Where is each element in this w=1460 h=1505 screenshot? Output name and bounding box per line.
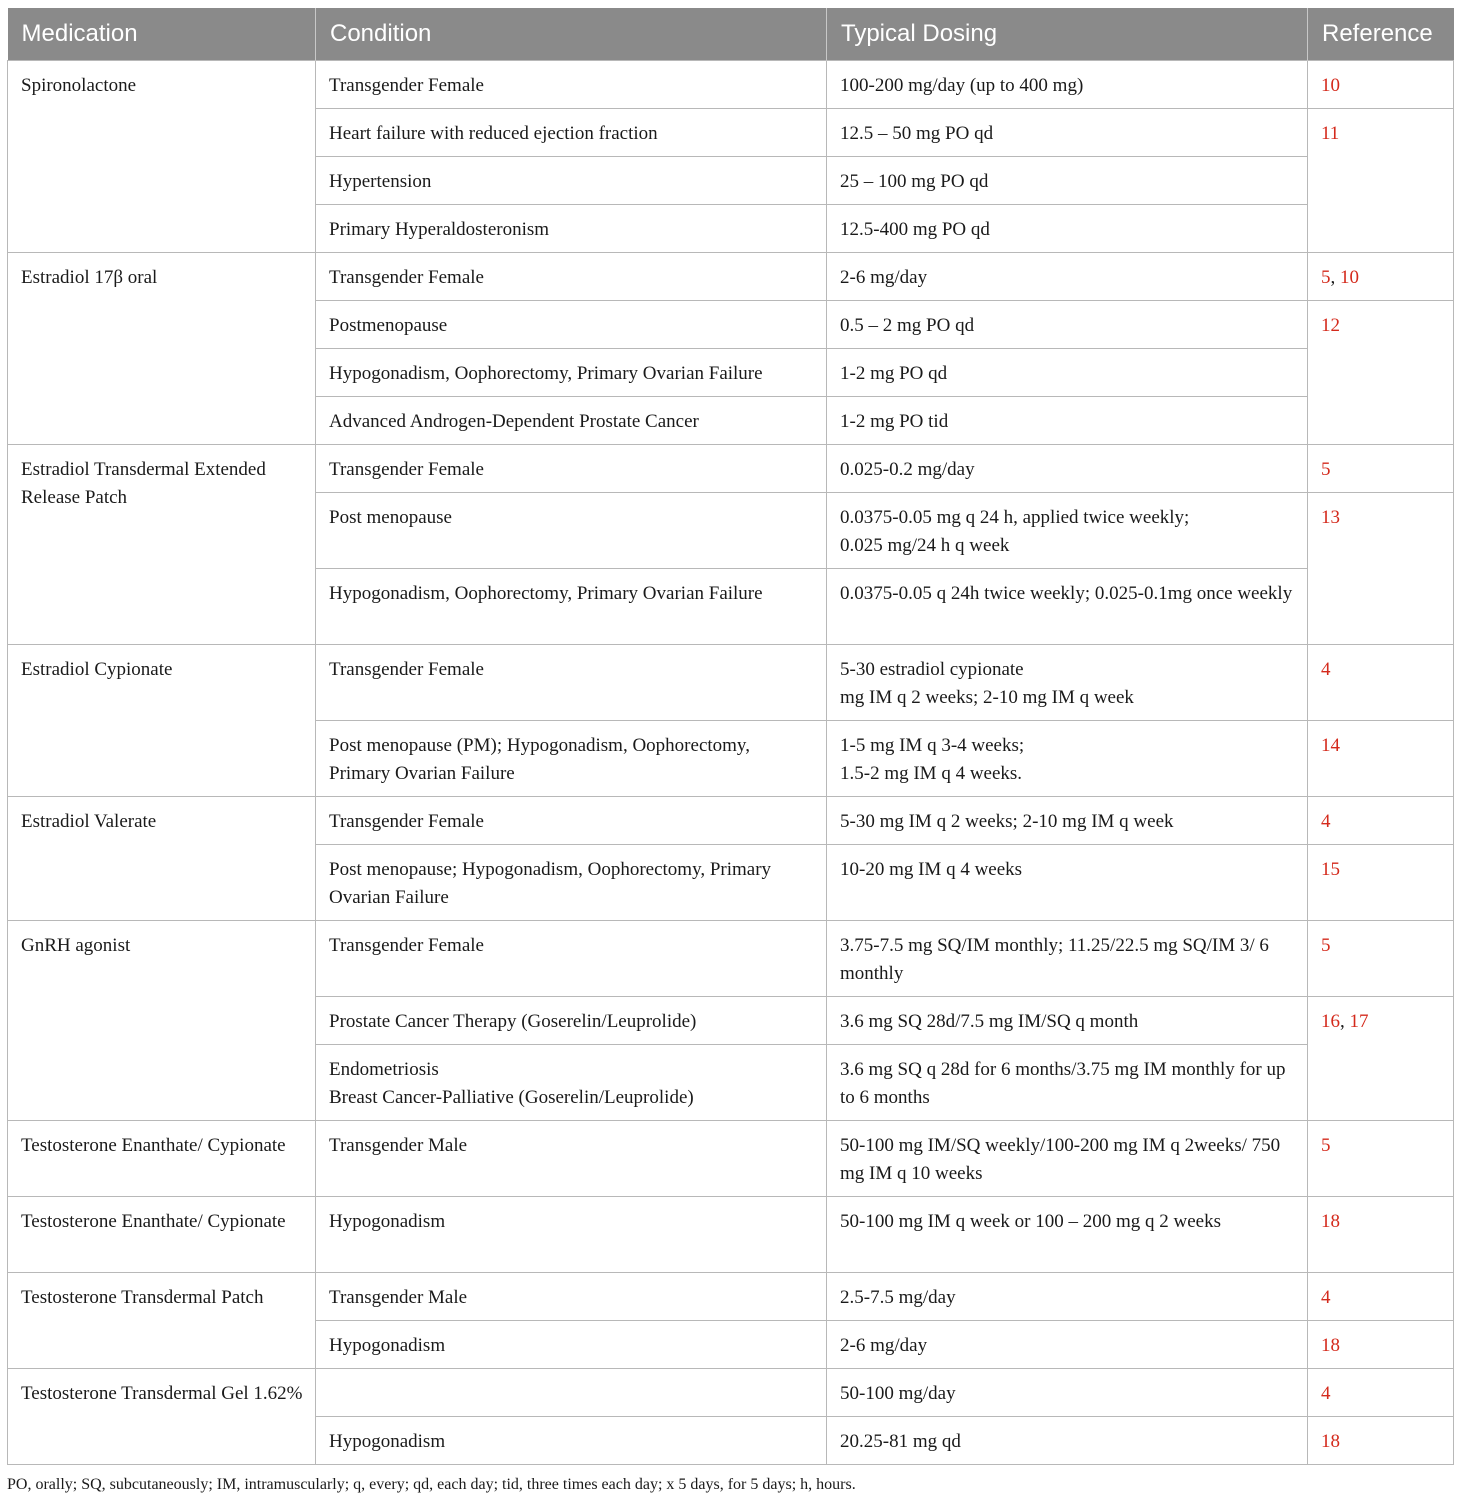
table-row [8, 445, 1454, 493]
dosing-cell: 3.6 mg SQ q 28d for 6 months/3.75 mg IM monthly for up to 6 months [827, 1045, 1308, 1121]
dosing-cell: 3.6 mg SQ 28d/7.5 mg IM/SQ q month [827, 997, 1308, 1045]
reference-link[interactable]: 18 [1321, 1211, 1340, 1232]
medication-cell: GnRH agonist [8, 921, 316, 1121]
reference-link[interactable]: 5 [1321, 267, 1331, 288]
header-condition: Condition [316, 8, 827, 61]
reference-link[interactable]: 5 [1321, 1135, 1331, 1156]
table-row [8, 61, 1454, 109]
dosing-cell: 25 – 100 mg PO qd [827, 157, 1308, 205]
reference-link[interactable]: 5 [1321, 459, 1331, 480]
medication-cell: Estradiol Cypionate [8, 645, 316, 797]
condition-cell: Hypogonadism [316, 1417, 827, 1465]
dosing-cell: 0.0375-0.05 mg q 24 h, applied twice weekly; 0.025 mg/24 h q week [827, 493, 1308, 569]
reference-cell [1308, 1417, 1454, 1465]
reference-cell [1308, 445, 1454, 493]
reference-link[interactable]: 14 [1321, 735, 1340, 756]
reference-link[interactable]: 18 [1321, 1431, 1340, 1452]
dosing-cell: 3.75-7.5 mg SQ/IM monthly; 11.25/22.5 mg SQ/IM 3/ 6 monthly [827, 921, 1308, 997]
table-row [8, 1273, 1454, 1321]
condition-cell: Advanced Androgen-Dependent Prostate Cancer [316, 397, 827, 445]
condition-cell: Post menopause; Hypogonadism, Oophorectomy, Primary Ovarian Failure [316, 845, 827, 921]
reference-link[interactable]: 16 [1321, 1011, 1340, 1032]
condition-cell: Post menopause [316, 493, 827, 569]
header-reference: Reference [1308, 8, 1454, 61]
medication-cell: Estradiol Valerate [8, 797, 316, 921]
condition-cell: Hypogonadism [316, 1197, 827, 1273]
condition-cell: Hypogonadism, Oophorectomy, Primary Ovarian Failure [316, 349, 827, 397]
dosing-cell: 5-30 mg IM q 2 weeks; 2-10 mg IM q week [827, 797, 1308, 845]
reference-link[interactable]: 18 [1321, 1335, 1340, 1356]
table-row [8, 1369, 1454, 1417]
condition-cell: Prostate Cancer Therapy (Goserelin/Leuprolide) [316, 997, 827, 1045]
reference-link[interactable]: 4 [1321, 811, 1331, 832]
dosing-cell: 50-100 mg IM q week or 100 – 200 mg q 2 weeks [827, 1197, 1308, 1273]
header-medication: Medication [8, 8, 316, 61]
condition-cell: Transgender Female [316, 645, 827, 721]
condition-cell: Transgender Female [316, 797, 827, 845]
table-footnote: PO, orally; SQ, subcutaneously; IM, intramuscularly; q, every; qd, each day; tid, three times each day; x 5 days, for 5 days; h, hours. [7, 1476, 856, 1493]
reference-cell [1308, 721, 1454, 797]
dosing-cell: 12.5 – 50 mg PO qd [827, 109, 1308, 157]
reference-cell [1308, 1273, 1454, 1321]
reference-cell [1308, 1321, 1454, 1369]
table-row [8, 921, 1454, 997]
reference-cell [1308, 1369, 1454, 1417]
reference-cell [1308, 1121, 1454, 1197]
reference-link[interactable]: 5 [1321, 935, 1331, 956]
reference-link[interactable]: 4 [1321, 659, 1331, 680]
header-typical-dosing: Typical Dosing [827, 8, 1308, 61]
reference-link[interactable]: 4 [1321, 1287, 1331, 1308]
dosing-cell: 5-30 estradiol cypionate mg IM q 2 weeks; 2-10 mg IM q week [827, 645, 1308, 721]
medication-cell: Testosterone Enanthate/ Cypionate [8, 1197, 316, 1273]
condition-cell: Transgender Male [316, 1121, 827, 1197]
reference-cell [1308, 109, 1454, 253]
dosing-cell: 10-20 mg IM q 4 weeks [827, 845, 1308, 921]
dosing-cell: 1-2 mg PO tid [827, 397, 1308, 445]
table-row [8, 645, 1454, 721]
condition-cell: Transgender Female [316, 253, 827, 301]
condition-cell: Hypogonadism [316, 1321, 827, 1369]
reference-cell [1308, 61, 1454, 109]
table-row [8, 1197, 1454, 1273]
condition-cell: Primary Hyperaldosteronism [316, 205, 827, 253]
dosing-cell: 2.5-7.5 mg/day [827, 1273, 1308, 1321]
dosing-cell: 50-100 mg/day [827, 1369, 1308, 1417]
condition-cell: Postmenopause [316, 301, 827, 349]
dosing-cell: 2-6 mg/day [827, 1321, 1308, 1369]
condition-cell: Transgender Female [316, 921, 827, 997]
dosing-cell: 0.025-0.2 mg/day [827, 445, 1308, 493]
condition-cell: Hypertension [316, 157, 827, 205]
condition-cell: Hypogonadism, Oophorectomy, Primary Ovarian Failure [316, 569, 827, 645]
reference-cell [1308, 645, 1454, 721]
reference-link[interactable]: 13 [1321, 507, 1340, 528]
condition-cell: Endometriosis Breast Cancer-Palliative (Goserelin/Leuprolide) [316, 1045, 827, 1121]
table-header-row [8, 8, 1454, 61]
table-row [8, 253, 1454, 301]
dosing-cell: 100-200 mg/day (up to 400 mg) [827, 61, 1308, 109]
medication-dosing-table [7, 8, 1454, 1465]
condition-cell [316, 1369, 827, 1417]
reference-link[interactable]: 4 [1321, 1383, 1331, 1404]
table-row [8, 797, 1454, 845]
reference-cell [1308, 1197, 1454, 1273]
reference-cell [1308, 301, 1454, 445]
condition-cell: Transgender Female [316, 61, 827, 109]
dosing-cell: 1-5 mg IM q 3-4 weeks; 1.5-2 mg IM q 4 weeks. [827, 721, 1308, 797]
reference-link[interactable]: 17 [1349, 1011, 1369, 1032]
condition-cell: Transgender Female [316, 445, 827, 493]
medication-cell: Estradiol 17β oral [8, 253, 316, 445]
table-body [8, 61, 1454, 1465]
medication-cell: Spironolactone [8, 61, 316, 253]
medication-cell: Testosterone Transdermal Gel 1.62% [8, 1369, 316, 1465]
reference-link[interactable]: 11 [1321, 123, 1340, 144]
dosing-cell: 0.0375-0.05 q 24h twice weekly; 0.025-0.1mg once weekly [827, 569, 1308, 645]
reference-link[interactable]: 10 [1321, 75, 1340, 96]
medication-cell: Testosterone Transdermal Patch [8, 1273, 316, 1369]
dosing-cell: 1-2 mg PO qd [827, 349, 1308, 397]
dosing-cell: 12.5-400 mg PO qd [827, 205, 1308, 253]
condition-cell: Post menopause (PM); Hypogonadism, Oophorectomy, Primary Ovarian Failure [316, 721, 827, 797]
table-row [8, 1121, 1454, 1197]
dosing-cell: 50-100 mg IM/SQ weekly/100-200 mg IM q 2weeks/ 750 mg IM q 10 weeks [827, 1121, 1308, 1197]
medication-cell: Estradiol Transdermal Extended Release Patch [8, 445, 316, 645]
reference-cell: 5, 10 [1308, 253, 1454, 301]
reference-cell [1308, 921, 1454, 997]
reference-cell: 16, 17 [1308, 997, 1454, 1121]
dosing-cell: 2-6 mg/day [827, 253, 1308, 301]
reference-cell [1308, 845, 1454, 921]
condition-cell: Heart failure with reduced ejection fraction [316, 109, 827, 157]
dosing-cell: 0.5 – 2 mg PO qd [827, 301, 1308, 349]
reference-link[interactable]: 10 [1340, 267, 1359, 288]
reference-link[interactable]: 15 [1321, 859, 1340, 880]
reference-link[interactable]: 12 [1321, 315, 1340, 336]
dosing-cell: 20.25-81 mg qd [827, 1417, 1308, 1465]
reference-cell [1308, 493, 1454, 645]
condition-cell: Transgender Male [316, 1273, 827, 1321]
medication-cell: Testosterone Enanthate/ Cypionate [8, 1121, 316, 1197]
reference-cell [1308, 797, 1454, 845]
